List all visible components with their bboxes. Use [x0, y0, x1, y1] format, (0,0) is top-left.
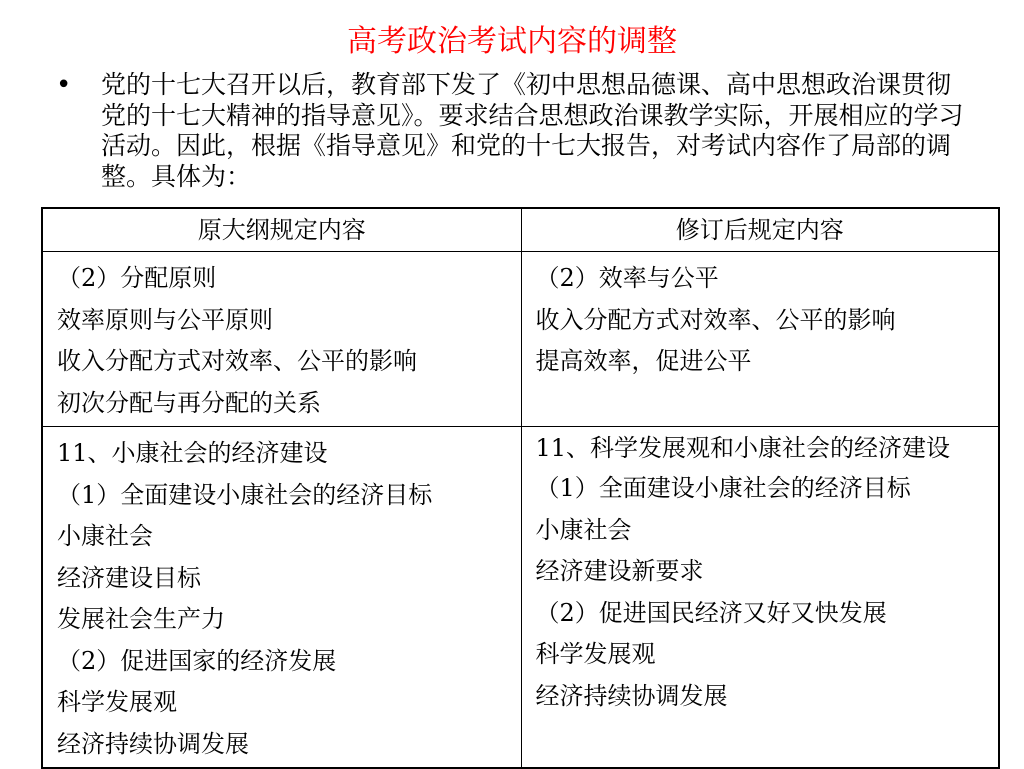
cell-line: 提高效率，促进公平	[535, 347, 752, 375]
table-row	[42, 427, 999, 769]
cell-line: 科学发展观	[535, 640, 656, 668]
cell-line: 经济建设目标	[57, 563, 201, 592]
slide-title: 高考政治考试内容的调整	[347, 24, 677, 59]
cell-line: （2）分配原则	[57, 264, 217, 292]
bullet-icon: •	[56, 70, 72, 100]
cell-line: 收入分配方式对效率、公平的影响	[535, 305, 896, 334]
cell-line: 科学发展观	[57, 688, 177, 716]
table-cell-original	[42, 252, 521, 427]
cell-line: （2）促进国民经济又好又快发展	[535, 598, 887, 627]
cell-line: （1）全面建设小康社会的经济目标	[57, 480, 433, 509]
cell-line: 小康社会	[535, 515, 632, 544]
cell-line: （2）促进国家的经济发展	[57, 646, 337, 675]
table-cell-revised	[521, 252, 999, 427]
cell-line: 11、科学发展观和小康社会的经济建设	[535, 434, 951, 462]
cell-line: 效率原则与公平原则	[57, 305, 273, 334]
comparison-table	[41, 207, 1000, 769]
header-original-outline: 原大纲规定内容	[42, 208, 521, 252]
cell-line: （1）全面建设小康社会的经济目标	[535, 474, 911, 502]
cell-line: 收入分配方式对效率、公平的影响	[57, 347, 417, 375]
cell-line: 初次分配与再分配的关系	[57, 388, 321, 417]
table-row	[42, 252, 999, 427]
cell-line: （2）效率与公平	[535, 264, 719, 292]
cell-line: 经济持续协调发展	[535, 681, 728, 710]
header-revised-outline: 修订后规定内容	[521, 208, 999, 252]
table-cell-original	[42, 427, 521, 769]
table-cell-revised	[521, 427, 999, 769]
cell-line: 经济持续协调发展	[57, 729, 249, 758]
intro-text: 党的十七大召开以后，教育部下发了《初中思想品德课、高中思想政治课贯彻党的十七大精神的指导意见》。要求结合思想政治课教学实际，开展相应的学习活动。因此，根据《指导意见》和党的十七大报告，对考试内容作了局部的调整。具体为：	[101, 70, 964, 191]
cell-line: 11、小康社会的经济建设	[57, 439, 328, 467]
cell-line: 发展社会生产力	[57, 605, 225, 633]
cell-line: 经济建设新要求	[535, 557, 704, 585]
table-header-row	[42, 208, 999, 252]
cell-line: 小康社会	[57, 522, 153, 550]
